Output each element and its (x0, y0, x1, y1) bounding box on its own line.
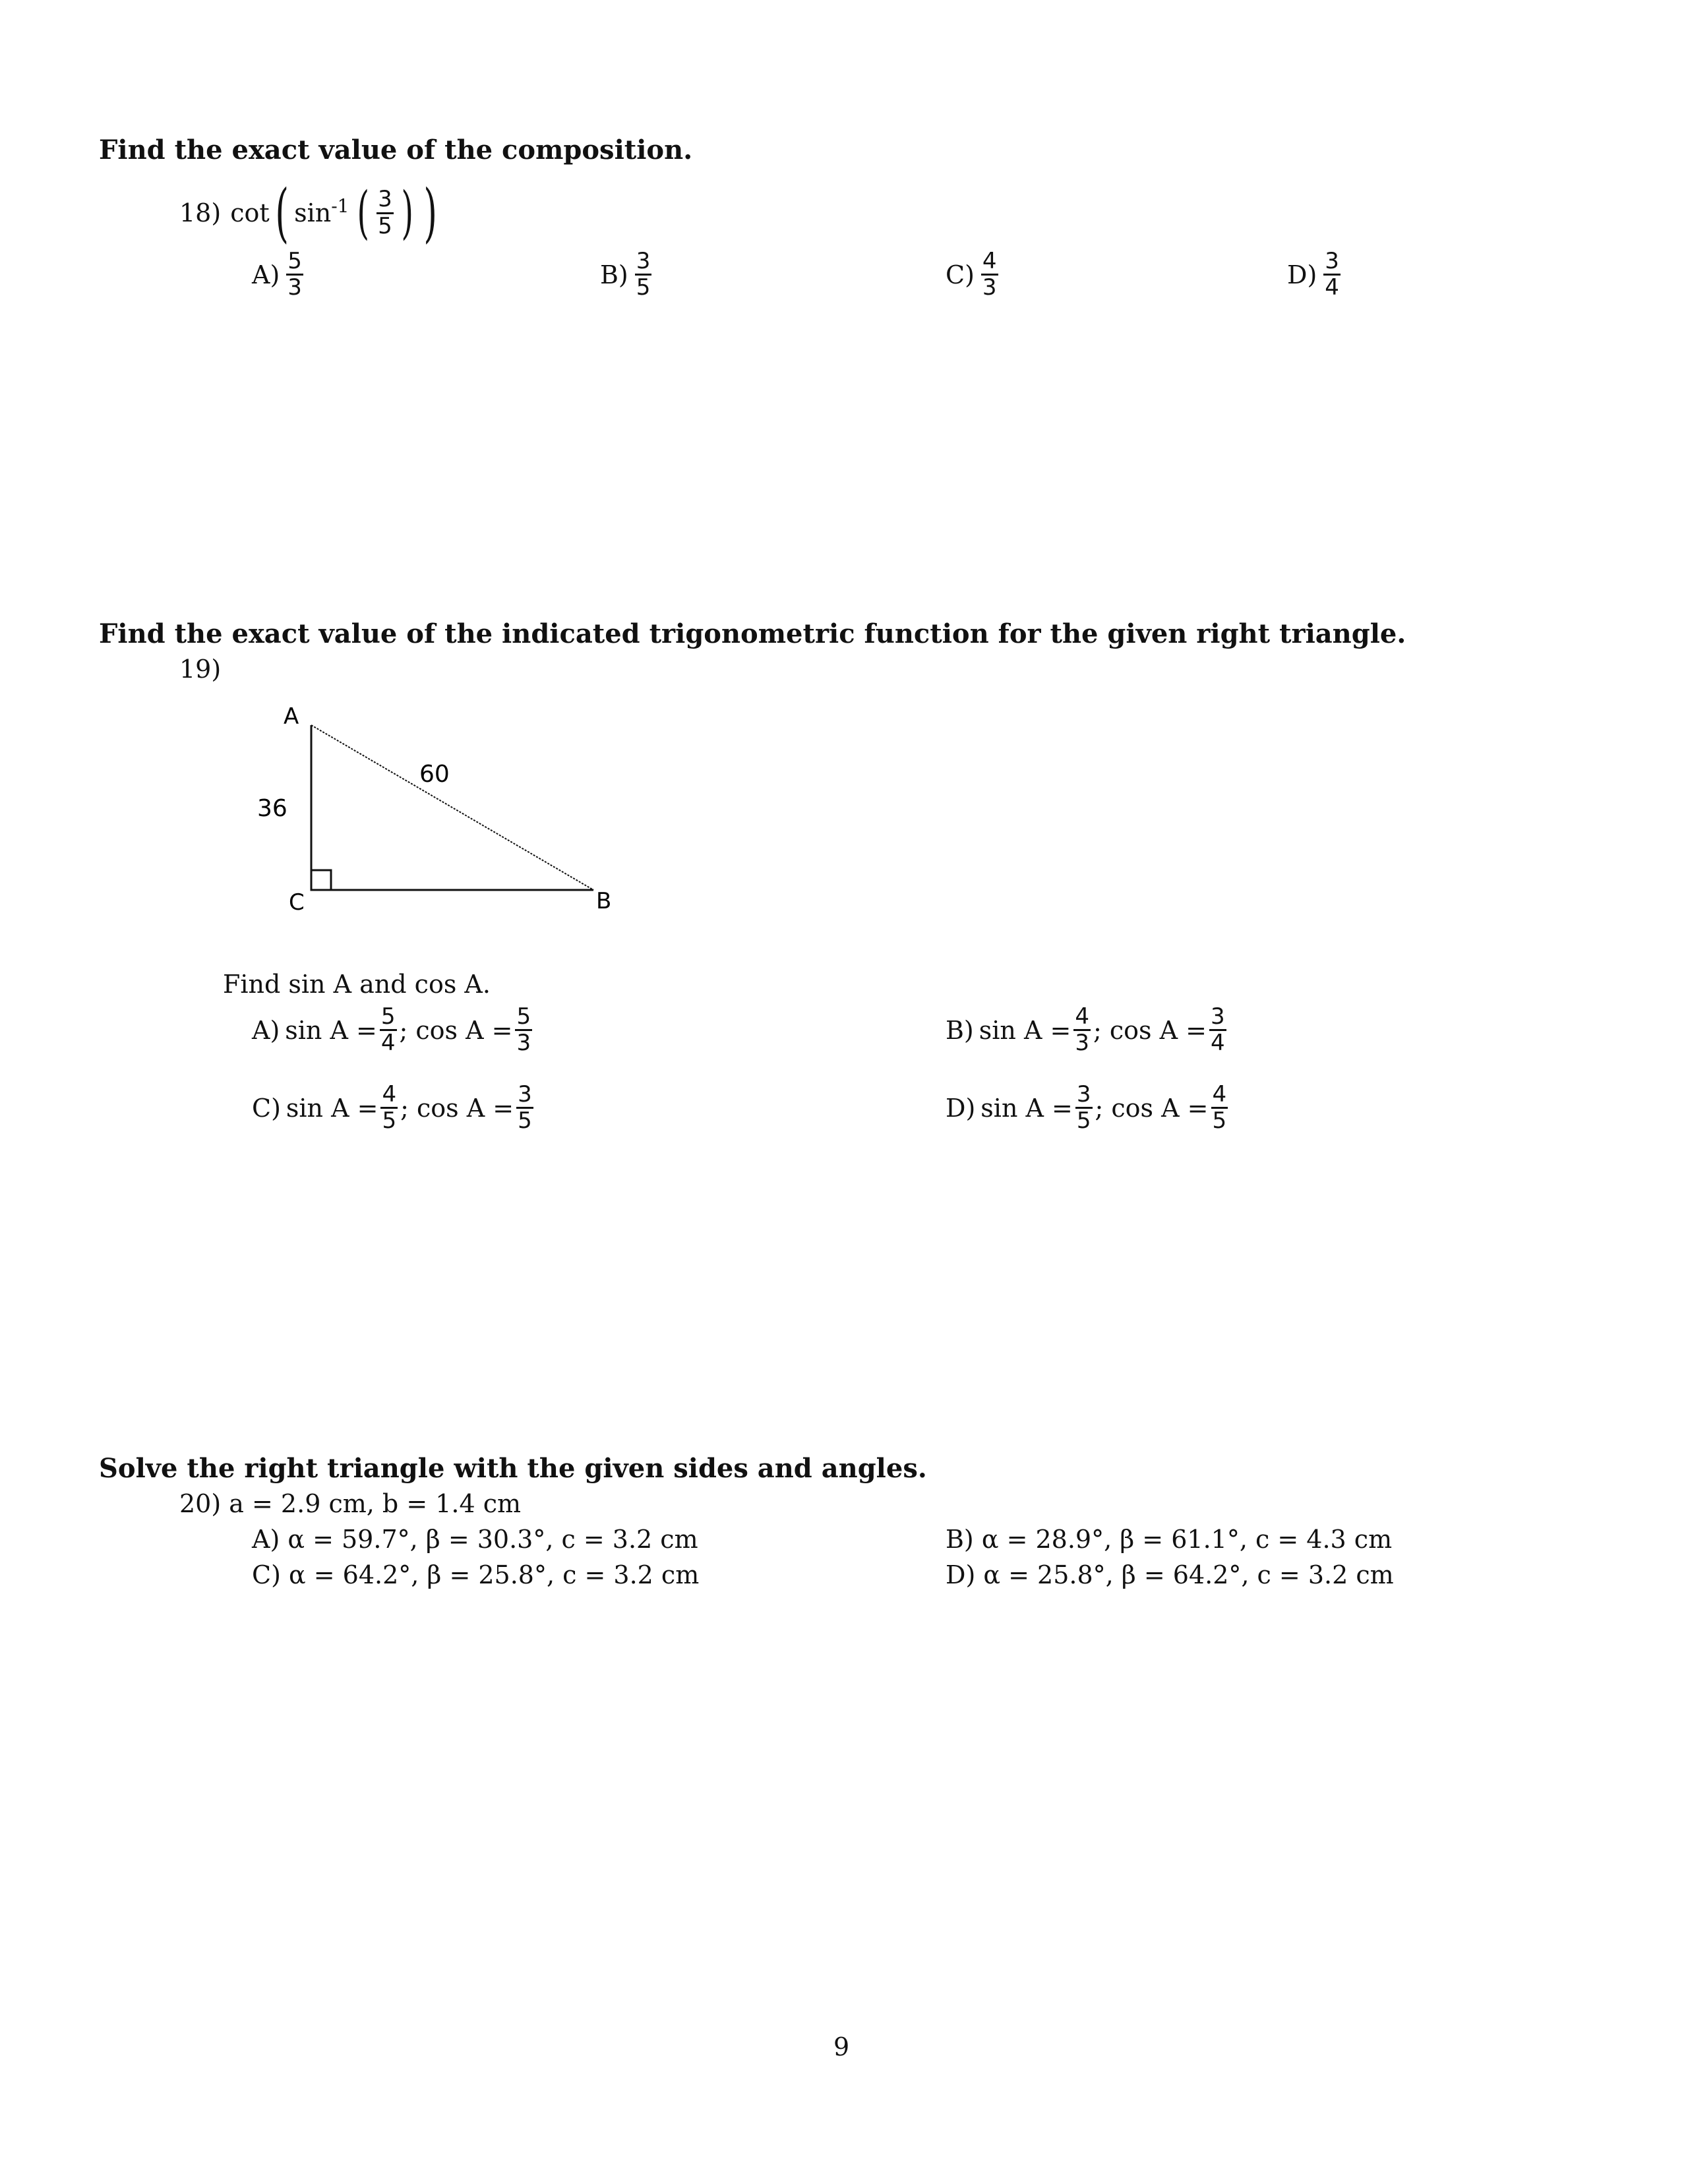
problem-number-20: 20) (179, 1489, 222, 1518)
cos-label: ; cos A = (399, 1015, 513, 1045)
choice-letter: B) (600, 260, 628, 289)
fraction-den: 5 (518, 1107, 532, 1135)
cot-function: cot (230, 198, 270, 227)
choice-18-a[interactable] (252, 249, 306, 301)
fraction-num: 3 (635, 249, 652, 276)
fraction-den: 3 (287, 274, 302, 301)
choice-letter: D) (946, 1093, 976, 1123)
fraction-num: 5 (286, 249, 303, 276)
cos-label: ; cos A = (1095, 1093, 1209, 1123)
choice-18-d[interactable] (1287, 249, 1343, 301)
inner-close-paren: ) (401, 180, 413, 246)
fraction-den: 4 (1325, 274, 1339, 301)
fraction-den: 5 (636, 274, 651, 301)
fraction-num: 3 (516, 1082, 533, 1109)
choice-19-a[interactable] (252, 1005, 535, 1056)
fraction-num: 4 (1073, 1005, 1091, 1031)
choice-fraction (635, 249, 652, 301)
section-heading-18: Find the exact value of the composition. (99, 134, 693, 165)
inner-fraction-num: 3 (377, 187, 394, 214)
fraction-num: 3 (1075, 1082, 1093, 1109)
fraction-num: 4 (981, 249, 998, 276)
fraction-den: 5 (382, 1107, 397, 1135)
sin-label: sin A = (980, 1093, 1073, 1123)
choice-18-c[interactable] (946, 249, 1001, 301)
choice-letter: A) (252, 260, 280, 289)
fraction-den: 4 (380, 1030, 396, 1057)
choice-letter: A) (252, 1015, 280, 1045)
cos-fraction (1211, 1082, 1228, 1134)
given-values: a = 2.9 cm, b = 1.4 cm (229, 1489, 522, 1518)
choice-fraction (1323, 249, 1341, 301)
section-heading-20: Solve the right triangle with the given sides and angles. (99, 1453, 927, 1484)
fraction-num: 5 (380, 1005, 397, 1031)
choice-19-d[interactable] (946, 1082, 1230, 1134)
problem-18-expression (179, 177, 443, 249)
sin-fraction (380, 1005, 397, 1056)
choice-19-b[interactable] (946, 1005, 1229, 1056)
cos-fraction (516, 1082, 533, 1134)
sin-fraction (1075, 1082, 1093, 1134)
problem-number-18: 18) (179, 198, 222, 227)
fraction-num: 3 (1323, 249, 1341, 276)
problem-20-given (179, 1491, 521, 1516)
choice-letter: C) (946, 260, 975, 289)
choice-20-d[interactable]: D) α = 25.8°, β = 64.2°, c = 3.2 cm (946, 1560, 1394, 1589)
fraction-den: 5 (1212, 1107, 1227, 1135)
open-paren: ( (275, 176, 289, 250)
problem-19-prompt: Find sin A and cos A. (223, 970, 491, 999)
side-ac-length: 36 (257, 795, 287, 822)
cos-fraction (515, 1005, 532, 1056)
choice-19-c[interactable] (252, 1082, 536, 1134)
vertex-b-label: B (596, 888, 612, 914)
vertex-c-label: C (289, 889, 305, 916)
cos-label: ; cos A = (400, 1093, 514, 1123)
fraction-den: 3 (982, 274, 997, 301)
problem-number-19: 19) (179, 655, 222, 684)
inner-fraction (377, 187, 394, 239)
sin-function: sin (294, 198, 332, 227)
fraction-num: 4 (1211, 1082, 1228, 1109)
choice-20-a[interactable]: A) α = 59.7°, β = 30.3°, c = 3.2 cm (252, 1525, 698, 1554)
close-paren: ) (423, 176, 438, 250)
right-triangle-figure (237, 699, 646, 923)
hypotenuse-length: 60 (419, 761, 450, 788)
fraction-den: 3 (1075, 1030, 1089, 1057)
choice-fraction (981, 249, 998, 301)
fraction-den: 5 (1076, 1107, 1091, 1135)
sin-fraction (1073, 1005, 1091, 1056)
choice-letter: C) (252, 1093, 281, 1123)
sin-fraction (380, 1082, 398, 1134)
page-number: 9 (833, 2032, 850, 2061)
sin-label: sin A = (286, 1093, 378, 1123)
fraction-den: 3 (516, 1030, 531, 1057)
choice-18-b[interactable] (600, 249, 654, 301)
fraction-num: 4 (380, 1082, 398, 1109)
fraction-den: 4 (1210, 1030, 1225, 1057)
choice-letter: D) (1287, 260, 1317, 289)
fraction-num: 5 (515, 1005, 532, 1031)
choice-letter: B) (946, 1015, 974, 1045)
hypotenuse-ab (311, 725, 593, 890)
vertex-a-label: A (284, 703, 299, 730)
choice-fraction (286, 249, 303, 301)
inner-fraction-den: 5 (378, 212, 392, 239)
fraction-num: 3 (1209, 1005, 1226, 1031)
inner-open-paren: ( (357, 180, 369, 246)
sin-label: sin A = (285, 1015, 377, 1045)
sin-label: sin A = (979, 1015, 1071, 1045)
inverse-exponent: -1 (331, 195, 349, 217)
section-heading-19: Find the exact value of the indicated trigonometric function for the given right triangle. (99, 618, 1406, 649)
right-angle-marker (311, 870, 331, 890)
cos-fraction (1209, 1005, 1226, 1056)
cos-label: ; cos A = (1093, 1015, 1207, 1045)
choice-20-b[interactable]: B) α = 28.9°, β = 61.1°, c = 4.3 cm (946, 1525, 1393, 1554)
choice-20-c[interactable]: C) α = 64.2°, β = 25.8°, c = 3.2 cm (252, 1560, 700, 1589)
